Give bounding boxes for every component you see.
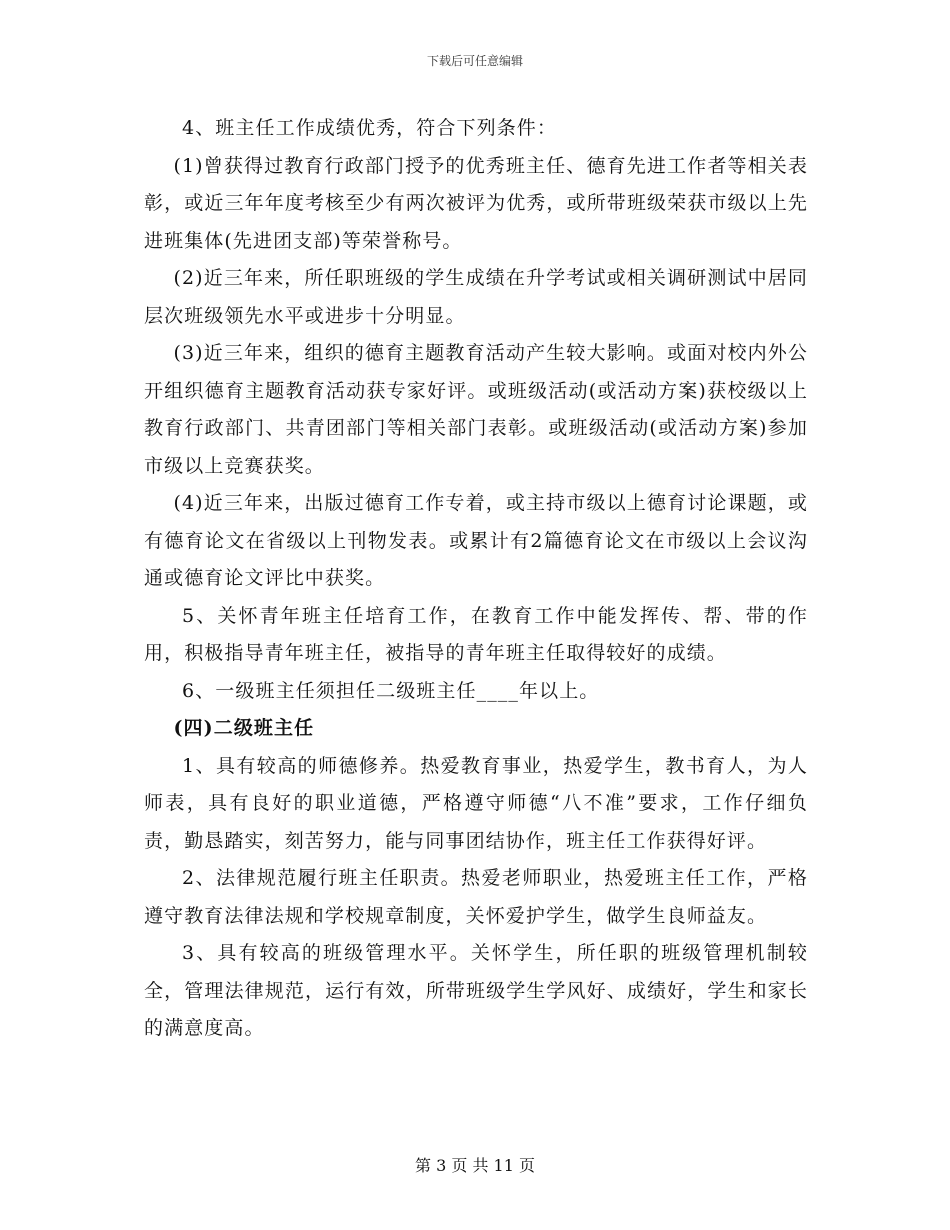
section-heading: (四)二级班主任 xyxy=(173,717,315,739)
document-body xyxy=(144,110,808,1048)
paragraph-condition-3: (3)近三年来，组织的德育主题教育活动产生较大影响。或面对校内外公开组织德育主题教育活动获专家好评。或班级活动(或活动方案)获校级以上教育行政部门、共青团部门等相关部门表彰。或班级活动(或活动方案)参加市级以上竞赛获奖。 xyxy=(144,342,808,477)
paragraph-item-5: 5、关怀青年班主任培育工作，在教育工作中能发挥传、帮、带的作用，积极指导青年班主任，被指导的青年班主任取得较好的成绩。 xyxy=(144,604,808,664)
paragraph-condition-1: (1)曾获得过教育行政部门授予的优秀班主任、德育先进工作者等相关表彰，或近三年年度考核至少有两次被评为优秀，或所带班级荣获市级以上先进班集体(先进团支部)等荣誉称号。 xyxy=(144,154,808,252)
paragraph-item-6: 6、一级班主任须担任二级班主任____年以上。 xyxy=(182,679,600,702)
paragraph-level2-item-3: 3、具有较高的班级管理水平。关怀学生，所任职的班级管理机制较全，管理法律规范，运行有效，所带班级学生学风好、成绩好，学生和家长的满意度高。 xyxy=(144,942,808,1039)
page-header: 下载后可任意编辑 xyxy=(426,54,523,68)
page-footer: 第 3 页 共 11 页 xyxy=(415,1156,535,1175)
paragraph-level2-item-2: 2、法律规范履行班主任职责。热爱老师职业，热爱班主任工作，严格遵守教育法律法规和学校规章制度，关怀爱护学生，做学生良师益友。 xyxy=(144,867,808,927)
paragraph-level2-item-1: 1、具有较高的师德修养。热爱教育事业，热爱学生，教书育人，为人师表，具有良好的职业道德，严格遵守师德“八不准”要求，工作仔细负责，勤恳踏实，刻苦努力，能与同事团结协作，班主任工作获得好评。 xyxy=(144,754,808,852)
paragraph-item-4: 4、班主任工作成绩优秀，符合下列条件： xyxy=(182,117,557,139)
paragraph-condition-4: (4)近三年来，出版过德育工作专着，或主持市级以上德育讨论课题，或有德育论文在省级以上刊物发表。或累计有2篇德育论文在市级以上会议沟通或德育论文评比中获奖。 xyxy=(144,492,808,589)
paragraph-condition-2: (2)近三年来，所任职班级的学生成绩在升学考试或相关调研测试中居同层次班级领先水平或进步十分明显。 xyxy=(144,267,808,327)
